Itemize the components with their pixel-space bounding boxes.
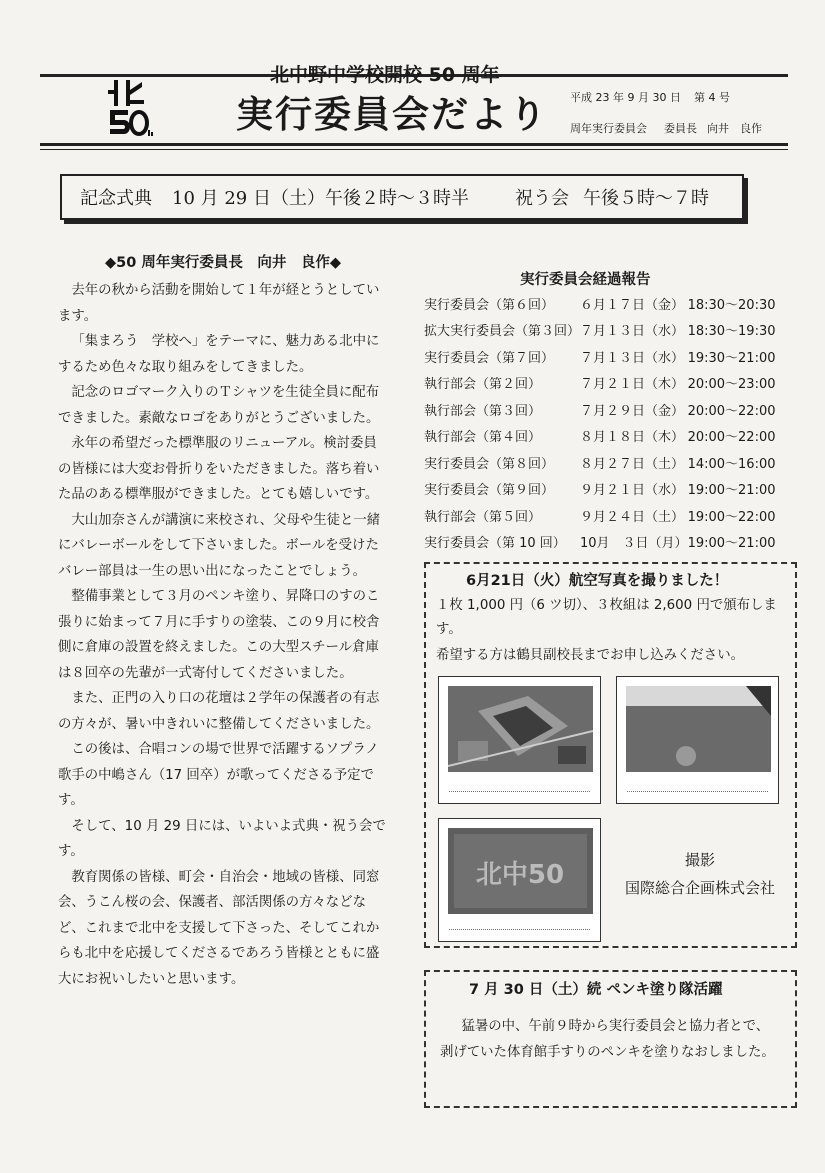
greeting-paragraph: また、正門の入り口の花壇は２学年の保護者の有志の方々が、暑い中きれいに整備してくださいました。 [58, 691, 380, 732]
aerial-photo-image [448, 686, 593, 772]
table-row [424, 290, 804, 317]
aerial-photo-image [626, 686, 771, 772]
table-row [424, 502, 804, 529]
photo-credit [612, 846, 788, 902]
meeting-time: 20:00～22:00 [687, 430, 776, 446]
ceremony-label: 記念式典 [80, 188, 152, 209]
table-row [424, 370, 804, 397]
aerial-photo-title: 6月21日（火）航空写真を撮りました！ [466, 573, 729, 589]
meeting-name: 執行部会（第４回） [424, 430, 542, 446]
school-logo-icon [108, 78, 154, 138]
credit-company: 国際総合企画株式会社 [624, 879, 775, 897]
table-row [424, 449, 804, 476]
table-row [424, 396, 804, 423]
header-bottom-rule [40, 143, 788, 146]
table-row [424, 529, 804, 556]
header-bottom-rule-thin [40, 149, 788, 150]
meeting-name: 拡大実行委員会（第３回） [424, 324, 581, 340]
greeting-paragraph: 大山加奈さんが講演に来校され、父母や生徒と一緒にバレーボールをして下さいました。ボールを受けたバレー部員は一生の思い出になったことでしょう。 [58, 512, 381, 579]
table-row [424, 476, 804, 503]
ceremony-time: 10 月 29 日（土）午後２時～３時半 [172, 188, 469, 209]
meeting-name: 実行委員会（第７回） [424, 350, 555, 366]
meeting-time: 18:30～20:30 [687, 297, 776, 313]
table-row [424, 343, 804, 370]
aerial-photo-image [448, 828, 593, 914]
issue-date: 平成 23 年 9 月 30 日 [570, 91, 681, 104]
meeting-time: 19:30～21:00 [687, 350, 776, 366]
meeting-report-table [424, 290, 804, 555]
paint-crew-text: 猛暑の中、午前９時から実行委員会と協力者とで、剥げていた体育館手すりのペンキを塗りなおしました。 [440, 1019, 775, 1060]
greeting-article [58, 252, 388, 992]
page-title: 実行委員会だより [236, 93, 548, 136]
greeting-paragraph: 永年の希望だった標準服のリニューアル。検討委員の皆様には大変お骨折りをいただきました。落ち着いた品のある標準服ができました。とても嬉しいです。 [58, 436, 380, 502]
meeting-time: 19:00～22:00 [687, 509, 776, 525]
meeting-name: 実行委員会（第６回） [424, 297, 555, 313]
meeting-date: ７月１３日（水） [580, 350, 685, 366]
aerial-photo-2 [616, 676, 779, 804]
meeting-name: 執行部会（第５回） [424, 509, 542, 525]
table-row [424, 317, 804, 344]
aerial-price-text: １枚 1,000 円（6 ツ切）、３枚組は 2,600 円で頒布します。 [436, 598, 777, 637]
meeting-time: 20:00～23:00 [687, 377, 776, 393]
svg-text:北中50: 北中50 [475, 860, 565, 890]
meeting-date: ９月２４日（土） [580, 509, 685, 525]
aerial-order-text: 希望する方は鶴貝副校長までお申し込みください。 [436, 648, 744, 663]
meeting-date: ７月２１日（木） [580, 377, 685, 393]
meeting-name: 実行委員会（第９回） [424, 483, 555, 499]
ceremony-banner [60, 174, 744, 220]
greeting-paragraph: 去年の秋から活動を開始して１年が経とうとしています。 [58, 283, 380, 324]
meeting-name: 執行部会（第３回） [424, 403, 542, 419]
greeting-paragraph: この後は、合唱コンの場で世界で活躍するソプラノ歌手の中嶋さん（17 回卒）が歌ってくださる予定です。 [58, 742, 379, 808]
meeting-date: ６月１７日（金） [580, 297, 685, 313]
meeting-time: 20:00～22:00 [687, 403, 776, 419]
meeting-name: 実行委員会（第 10 回） [424, 536, 566, 552]
meeting-time: 18:30～19:30 [687, 324, 776, 340]
meeting-name: 実行委員会（第８回） [424, 456, 555, 472]
greeting-paragraph: 「集まろう 学校へ」をテーマに、魅力ある北中にするため色々な取り組みをしてきました。 [58, 334, 380, 375]
issue-number: 第 4 号 [694, 91, 730, 104]
greeting-heading: ◆50 周年実行委員長 向井 良作◆ [104, 255, 342, 271]
meeting-date: ７月２９日（金） [580, 403, 685, 419]
meeting-date: 10月 ３日（月） [580, 536, 688, 552]
meeting-date: ７月１３日（水） [580, 324, 685, 340]
meeting-time: 19:00～21:00 [687, 536, 776, 552]
meeting-date: ９月２１日（水） [580, 483, 685, 499]
chair-role: 委員長 [664, 122, 697, 135]
meeting-date: ８月１８日（木） [580, 430, 685, 446]
publisher: 周年実行委員会 [570, 122, 647, 135]
table-row [424, 423, 804, 450]
greeting-paragraph: そして、10 月 29 日には、いよいよ式典・祝う会です。 [58, 818, 386, 859]
aerial-photo-1 [438, 676, 601, 804]
meeting-date: ８月２７日（土） [580, 456, 685, 472]
meeting-time: 19:00～21:00 [687, 483, 776, 499]
aerial-photo-3 [438, 818, 601, 942]
greeting-paragraph: 教育関係の皆様、町会・自治会・地域の皆様、同窓会、うこん桜の会、保護者、部活関係の方々などなど、これまで北中を支援して下さった、そしてこれからも北中を応援してくださるであろう皆様とともに盛大にお祝いしたいと思います。 [58, 869, 380, 987]
greeting-paragraph: 記念のロゴマーク入りのＴシャツを生徒全員に配布できました。素敵なロゴをありがとうございました。 [58, 385, 380, 426]
greeting-paragraph: 整備事業として３月のペンキ塗り、昇降口のすのこ張りに始まって７月に手すりの塗装、この９月に校舎側に倉庫の設置を終えました。この大型スチール倉庫は８回卒の先輩が一式寄付してくださいました。 [58, 589, 380, 681]
newsletter-series: 北中野中学校開校 50 周年 [270, 64, 500, 86]
party-time: 午後５時～７時 [582, 188, 709, 209]
chair-name: 向井 良作 [707, 122, 762, 135]
report-title: 実行委員会経過報告 [520, 272, 651, 288]
meeting-time: 14:00～16:00 [687, 456, 776, 472]
credit-label: 撮影 [684, 851, 715, 869]
meeting-name: 執行部会（第２回） [424, 377, 542, 393]
paint-crew-title: 7 月 30 日（土）続 ペンキ塗り隊活躍 [469, 982, 723, 998]
party-label: 祝う会 [514, 188, 569, 209]
